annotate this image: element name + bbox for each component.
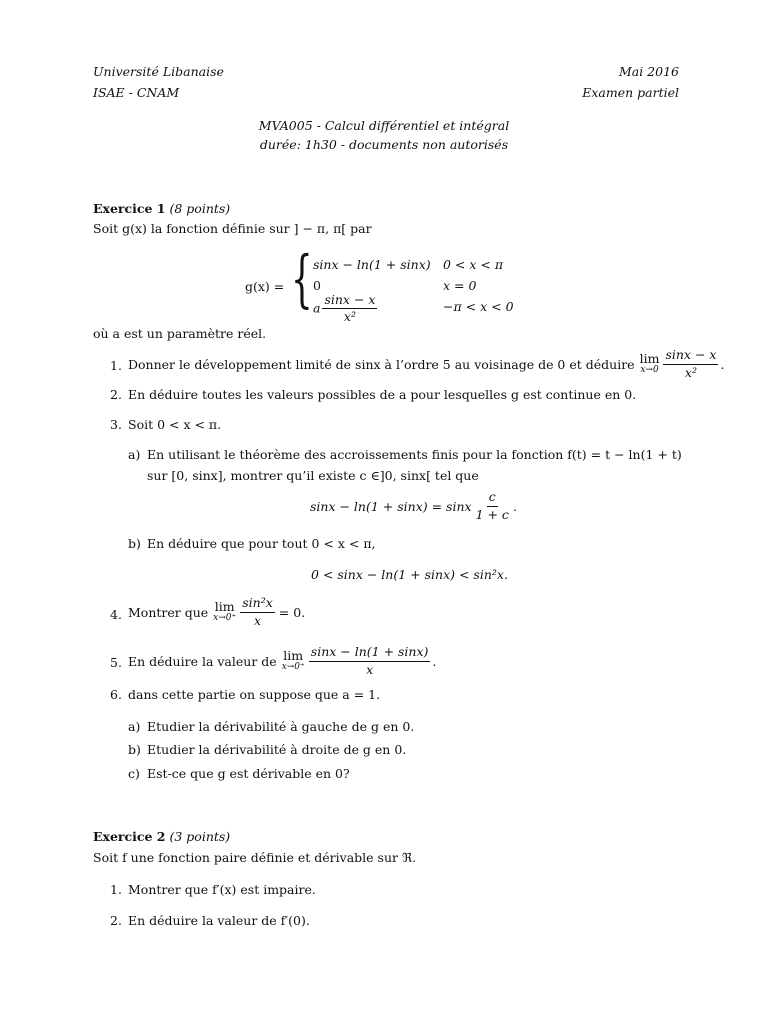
lim-operator: lim bbox=[214, 598, 235, 614]
case-3-expression bbox=[313, 293, 379, 325]
question-number: 1. bbox=[110, 882, 122, 897]
exercise-2-question-2: En déduire la valeur de f′(0). bbox=[128, 913, 310, 928]
fraction-denominator: 1 + c bbox=[475, 506, 509, 522]
sub-question-label: c) bbox=[128, 766, 140, 781]
question-6a-text: Etudier la dérivabilité à gauche de g en 0. bbox=[147, 719, 415, 734]
exam-type: Examen partiel bbox=[582, 85, 679, 100]
case-1-condition: 0 < x < π bbox=[443, 257, 504, 272]
equation-result: = 0. bbox=[278, 604, 306, 620]
exercise-1-heading bbox=[93, 201, 230, 216]
question-2-text: En déduire toutes les valeurs possibles de a pour lesquelles g est continue en 0. bbox=[128, 387, 637, 402]
fraction-numerator: sinx − x bbox=[322, 293, 377, 309]
fraction-numerator: sin²x bbox=[240, 596, 275, 612]
fraction-denominator: x² bbox=[684, 364, 697, 380]
fraction-numerator: sinx − ln(1 + sinx) bbox=[309, 645, 431, 661]
question-3-text: Soit 0 < x < π. bbox=[128, 417, 222, 432]
equation-3a bbox=[310, 488, 517, 524]
question-1 bbox=[128, 346, 724, 382]
exam-duration: durée: 1h30 - documents non autorisés bbox=[259, 137, 509, 152]
question-text: Donner le développement limité de sinx à l’ordre 5 au voisinage de 0 et déduire bbox=[128, 356, 635, 372]
exercise-2-intro: Soit f une fonction paire définie et dérivable sur ℜ. bbox=[93, 850, 417, 865]
question-text: Montrer que bbox=[128, 604, 209, 620]
case-2-condition: x = 0 bbox=[443, 278, 477, 293]
question-number: 2. bbox=[110, 913, 122, 928]
punctuation: . bbox=[720, 356, 725, 372]
question-3a-line-2: sur [0, sinx], montrer qu’il existe c ∈]0, sinx[ tel que bbox=[147, 468, 479, 483]
sub-question-label: b) bbox=[128, 536, 141, 551]
lim-subscript: x→0⁺ bbox=[281, 662, 305, 673]
exercise-2-heading bbox=[93, 829, 230, 844]
lim-subscript: x→0 bbox=[640, 365, 659, 376]
question-3a-line-1: En utilisant le théorème des accroissements finis pour la fonction f(t) = t − ln(1 + t) bbox=[147, 447, 682, 462]
question-text: En déduire la valeur de bbox=[128, 653, 277, 669]
coefficient-a: a bbox=[313, 300, 321, 316]
exercise-1-intro: Soit g(x) la fonction définie sur ] − π, π[ par bbox=[93, 221, 372, 236]
function-lhs: g(x) = bbox=[245, 279, 285, 294]
fraction-denominator: x bbox=[366, 661, 374, 677]
course-title: MVA005 - Calcul différentiel et intégral bbox=[258, 118, 510, 133]
left-brace: { bbox=[291, 242, 313, 315]
equation-lhs: sinx − ln(1 + sinx) = sinx bbox=[310, 498, 472, 514]
fraction-numerator: c bbox=[487, 490, 498, 506]
fraction-denominator: x bbox=[254, 612, 262, 628]
case-2-expression: 0 bbox=[313, 278, 321, 293]
question-number: 1. bbox=[110, 358, 122, 373]
exercise-2-question-1: Montrer que f′(x) est impaire. bbox=[128, 882, 316, 897]
exercise-points: (3 points) bbox=[169, 829, 231, 844]
lim-subscript: x→0⁺ bbox=[213, 613, 237, 624]
question-number: 5. bbox=[110, 655, 122, 670]
institute-name: ISAE - CNAM bbox=[93, 85, 180, 100]
exam-date: Mai 2016 bbox=[618, 64, 679, 79]
question-4 bbox=[128, 594, 305, 630]
question-6b-text: Etudier la dérivabilité à droite de g en 0. bbox=[147, 742, 407, 757]
punctuation: . bbox=[432, 653, 437, 669]
fraction-denominator: x² bbox=[343, 309, 356, 325]
sub-question-label: a) bbox=[128, 447, 141, 462]
question-3b-text: En déduire que pour tout 0 < x < π, bbox=[147, 536, 376, 551]
question-number: 4. bbox=[110, 607, 122, 622]
exercise-points: (8 points) bbox=[169, 201, 231, 216]
lim-operator: lim bbox=[639, 350, 660, 366]
question-6c-text: Est-ce que g est dérivable en 0? bbox=[147, 766, 350, 781]
fraction-numerator: sinx − x bbox=[663, 348, 718, 364]
question-number: 3. bbox=[110, 417, 122, 432]
case-1-expression: sinx − ln(1 + sinx) bbox=[313, 257, 431, 272]
inequality-3b: 0 < sinx − ln(1 + sinx) < sin²x. bbox=[311, 567, 508, 582]
exercise-title: Exercice 1 bbox=[93, 201, 166, 216]
punctuation: . bbox=[512, 498, 517, 514]
question-6-text: dans cette partie on suppose que a = 1. bbox=[128, 687, 381, 702]
question-5 bbox=[128, 643, 436, 679]
question-number: 6. bbox=[110, 687, 122, 702]
sub-question-label: b) bbox=[128, 742, 141, 757]
sub-question-label: a) bbox=[128, 719, 141, 734]
university-name: Université Libanaise bbox=[93, 64, 224, 79]
exercise-title: Exercice 2 bbox=[93, 829, 166, 844]
case-3-condition: −π < x < 0 bbox=[443, 299, 514, 314]
parameter-note: où a est un paramètre réel. bbox=[93, 326, 267, 341]
question-number: 2. bbox=[110, 387, 122, 402]
lim-operator: lim bbox=[283, 647, 304, 663]
